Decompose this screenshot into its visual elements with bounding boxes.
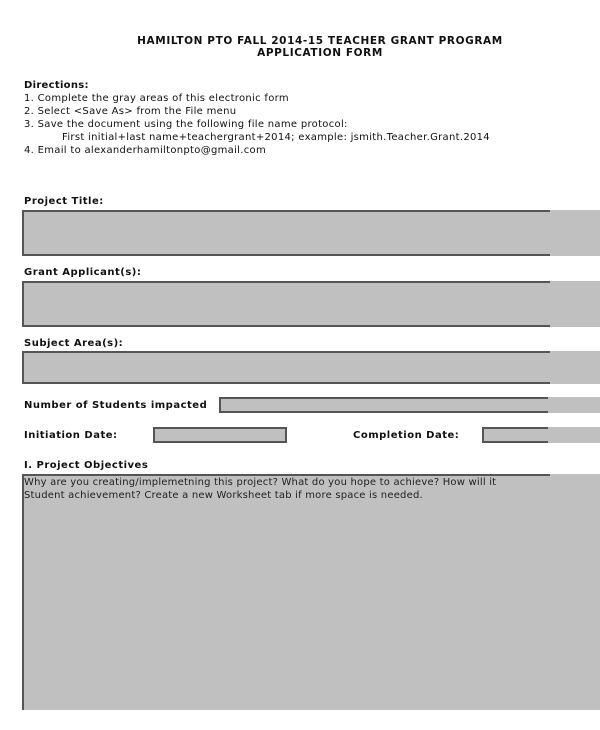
grant-applicants-label: Grant Applicant(s): <box>24 267 142 278</box>
direction-step-3-example: First initial+last name+teachergrant+2014; example: jsmith.Teacher.Grant.2014 <box>62 132 490 143</box>
num-students-field[interactable] <box>219 397 600 413</box>
subject-areas-field[interactable] <box>22 351 600 384</box>
project-title-field[interactable] <box>22 210 600 256</box>
completion-date-label: Completion Date: <box>353 430 460 441</box>
project-title-field-border <box>22 210 550 256</box>
num-students-label: Number of Students impacted <box>24 400 208 411</box>
form-title-line2: APPLICATION FORM <box>257 47 383 59</box>
form-title-line1: HAMILTON PTO FALL 2014-15 TEACHER GRANT PROGRAM <box>137 35 503 47</box>
directions-heading: Directions: <box>24 80 89 91</box>
subject-areas-label: Subject Area(s): <box>24 338 124 349</box>
direction-step-3: 3. Save the document using the following file name protocol: <box>24 119 348 130</box>
subject-areas-field-border <box>22 351 550 384</box>
completion-date-field[interactable] <box>482 427 600 443</box>
initiation-date-label: Initiation Date: <box>24 430 118 441</box>
completion-date-field-border <box>482 427 548 443</box>
objectives-prompt-line1: Why are you creating/implemetning this project? What do you hope to achieve? How will it <box>24 477 497 488</box>
num-students-field-border <box>219 397 548 413</box>
grant-applicants-field[interactable] <box>22 281 600 327</box>
project-objectives-heading: I. Project Objectives <box>24 460 149 471</box>
grant-applicants-field-border <box>22 281 550 327</box>
project-objectives-field[interactable] <box>22 474 600 710</box>
direction-step-2: 2. Select <Save As> from the File menu <box>24 106 237 117</box>
objectives-prompt-line2: Student achievement? Create a new Worksheet tab if more space is needed. <box>24 490 423 501</box>
project-objectives-left-border <box>22 474 24 710</box>
initiation-date-field[interactable] <box>153 427 287 443</box>
direction-step-4: 4. Email to alexanderhamiltonpto@gmail.com <box>24 145 266 156</box>
direction-step-1: 1. Complete the gray areas of this electronic form <box>24 93 289 104</box>
project-title-label: Project Title: <box>24 196 104 207</box>
